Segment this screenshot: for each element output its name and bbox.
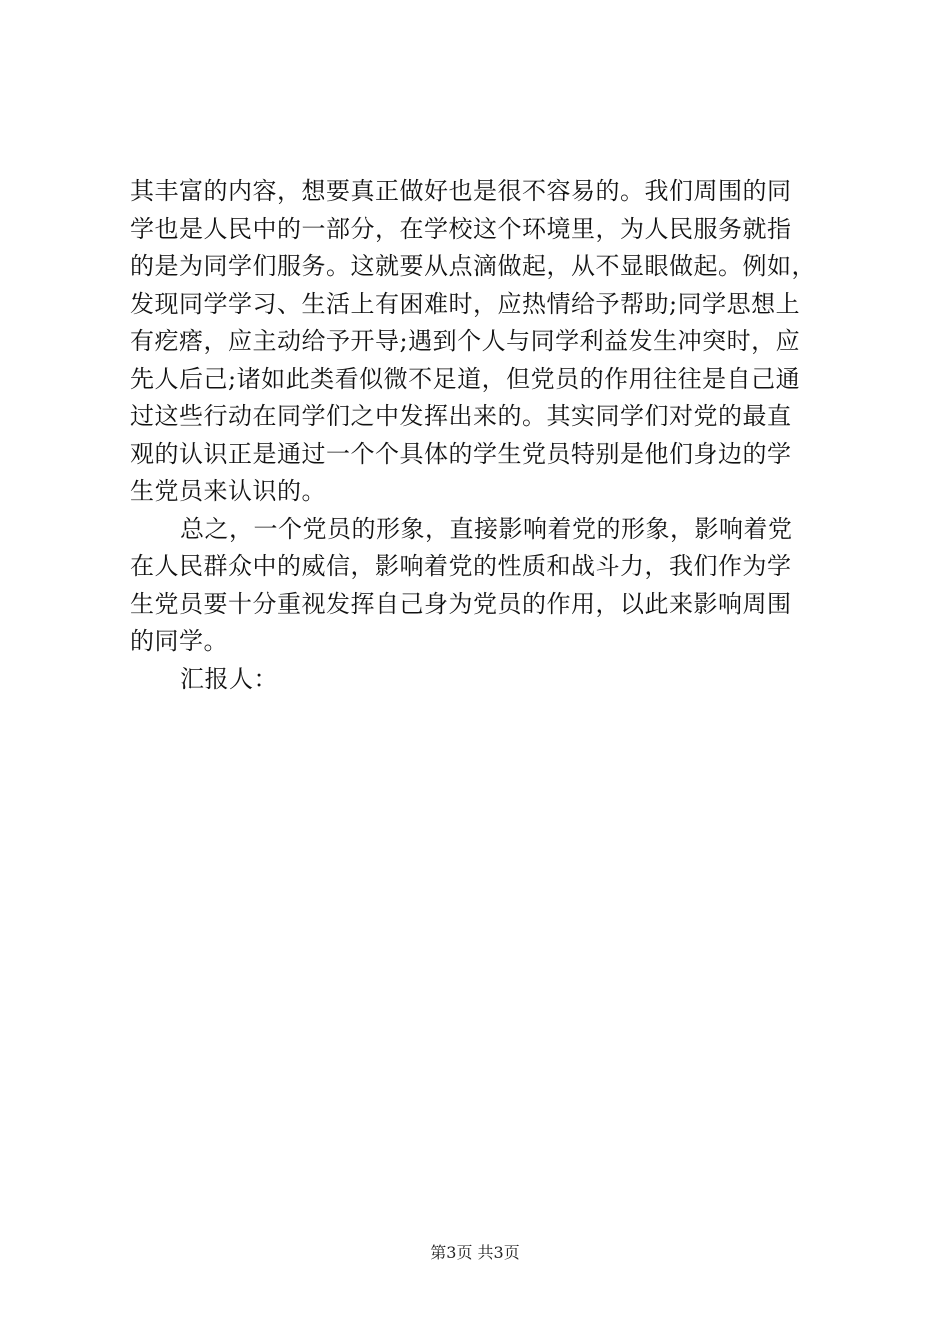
text-line: 发现同学学习、生活上有困难时，应热情给予帮助;同学思想上 — [130, 289, 801, 318]
text-line: 学也是人民中的一部分，在学校这个环境里，为人民服务就指 — [130, 214, 792, 243]
text-line: 的同学。 — [130, 627, 228, 655]
document-body — [130, 173, 835, 698]
text-line: 在人民群众中的威信，影响着党的性质和战斗力，我们作为学 — [130, 552, 792, 580]
text-line: 观的认识正是通过一个个具体的学生党员特别是他们身边的学 — [130, 439, 792, 468]
text-line: 其丰富的内容，想要真正做好也是很不容易的。我们周围的同 — [130, 177, 792, 205]
paragraph-start-line: 总之，一个党员的形象，直接影响着党的形象，影响着党 — [180, 514, 793, 543]
text-line: 先人后己;诸如此类看似微不足道，但党员的作用往往是自己通 — [130, 364, 801, 393]
text-line: 有疙瘩，应主动给予开导;遇到个人与同学利益发生冲突时，应 — [130, 327, 801, 355]
text-line: 过这些行动在同学们之中发挥出来的。其实同学们对党的最直 — [130, 402, 792, 430]
text-line: 生党员来认识的。 — [130, 477, 326, 505]
page-number-footer: 第3页 共3页 — [430, 1243, 520, 1262]
text-line: 的是为同学们服务。这就要从点滴做起，从不显眼做起。例如， — [130, 252, 816, 280]
text-line: 生党员要十分重视发挥自己身为党员的作用，以此来影响周围 — [130, 589, 792, 618]
reporter-signature-line: 汇报人： — [180, 664, 278, 693]
